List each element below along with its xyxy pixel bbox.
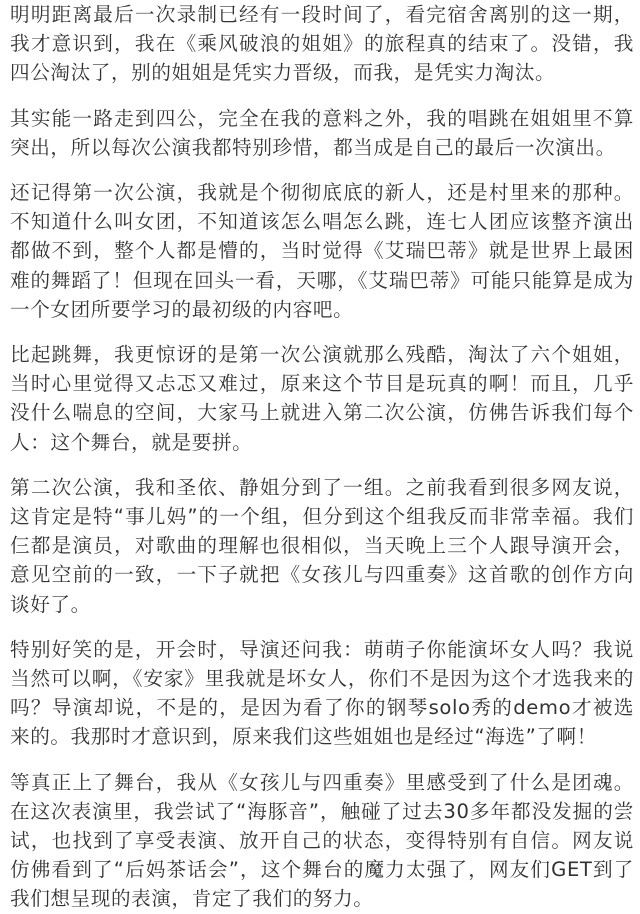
paragraph-7: 等真正上了舞台，我从《女孩儿与四重奏》里感受到了什么是团魂。在这次表演里，我尝试了“海豚音”，触碰了过去30多年都没发掘的尝试，也找到了享受表演、放开自己的状态，变得特别有自信。网友说仿佛看到了“后妈茶话会”，这个舞台的魔力太强了，网友们GET到了我们想呈现的表演，肯定了我们的努力。: [10, 770, 634, 911]
paragraph-2: 其实能一路走到四公，完全在我的意料之外，我的唱跳在姐姐里不算突出，所以每次公演我都特别珍惜，都当成是自己的最后一次演出。: [10, 106, 634, 159]
paragraph-4: 比起跳舞，我更惊讶的是第一次公演就那么残酷，淘汰了六个姐姐，当时心里觉得又忐忑又难过，原来这个节目是玩真的啊！而且，几乎没什么喘息的空间，大家马上就进入第二次公演，仿佛告诉我们每个人：这个舞台，就是要拼。: [10, 343, 634, 454]
paragraph-5: 第二次公演，我和圣依、静姐分到了一组。之前我看到很多网友说，这肯定是特“事儿妈”的一个组，但分到这个组我反而非常幸福。我们仨都是演员，对歌曲的理解也很相似，当天晚上三个人跟导演开会，意见空前的一致，一下子就把《女孩儿与四重奏》这首歌的创作方向谈好了。: [10, 475, 634, 616]
paragraph-6: 特别好笑的是，开会时，导演还问我：萌萌子你能演坏女人吗？我说当然可以啊，《安家》里我就是坏女人，你们不是因为这个才选我来的吗？导演却说，不是的，是因为看了你的钢琴solo秀的demo才被选来的。我那时才意识到，原来我们这些姐姐也是经过“海选”了啊！: [10, 637, 634, 749]
paragraph-3: 还记得第一次公演，我就是个彻彻底底的新人，还是村里来的那种。不知道什么叫女团，不知道该怎么唱怎么跳，连七人团应该整齐演出都做不到，整个人都是懵的，当时觉得《艾瑞巴蒂》就是世界上最困难的舞蹈了！但现在回头一看，天哪，《艾瑞巴蒂》可能只能算是成为一个女团所要学习的最初级的内容吧。: [10, 181, 634, 321]
article-body: [10, 0, 634, 914]
paragraph-1: 明明距离最后一次录制已经有一段时间了，看完宿舍离别的这一期，我才意识到，我在《乘风破浪的姐姐》的旅程真的结束了。没错，我四公淘汰了，别的姐姐是凭实力晋级，而我，是凭实力淘汰。: [10, 3, 634, 85]
